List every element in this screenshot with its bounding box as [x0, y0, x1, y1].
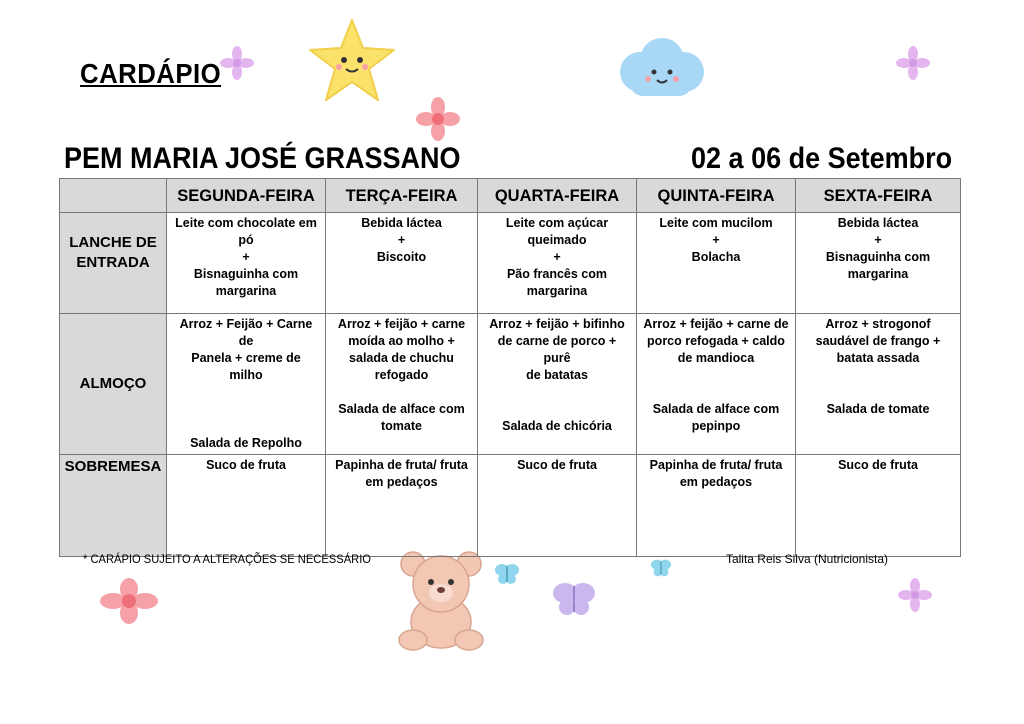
menu-cell — [478, 455, 637, 557]
salad-line: pepinpo — [691, 419, 741, 433]
blue-butterfly-icon — [650, 558, 672, 578]
menu-line: pó — [238, 233, 254, 247]
menu-cell — [167, 213, 326, 314]
menu-line: Bisnaguinha com — [193, 267, 299, 281]
menu-line: margarina — [215, 284, 277, 298]
school-name: PEM MARIA JOSÉ GRASSANO — [64, 142, 461, 175]
menu-line: Panela + creme de milho — [191, 351, 301, 382]
salad-line: Salada de alface com — [338, 402, 465, 416]
menu-cell — [637, 213, 796, 314]
menu-cell — [637, 455, 796, 557]
salad-line: Salada de alface com — [652, 402, 780, 416]
page-title: CARDÁPIO — [80, 58, 222, 89]
row-label-line: LANCHE DE — [69, 234, 157, 251]
menu-line: Bisnaguinha com — [825, 250, 931, 264]
purple-butterfly-icon — [552, 580, 596, 618]
salad-line: Salada de Repolho — [190, 436, 302, 450]
row-label-line: ALMOÇO — [79, 375, 147, 392]
menu-line: Suco de fruta — [838, 458, 918, 472]
menu-line: Bebida láctea — [837, 216, 919, 230]
lunch-row — [60, 314, 961, 455]
menu-line: Papinha de fruta/ fruta — [335, 458, 468, 472]
salad-line: Salada de chicória — [502, 419, 612, 433]
menu-line: Suco de fruta — [206, 458, 286, 472]
menu-line: margarina — [526, 284, 588, 298]
menu-cell — [326, 213, 478, 314]
menu-line: Arroz + feijão + carne — [337, 317, 466, 331]
header-row — [60, 179, 961, 213]
menu-line: de mandioca — [677, 351, 755, 365]
menu-line: saudável de frango + — [815, 334, 941, 348]
menu-period: 02 a 06 de Setembro — [690, 142, 952, 175]
menu-cell — [796, 314, 961, 455]
menu-cell — [796, 455, 961, 557]
salad-line: tomate — [381, 419, 422, 433]
menu-line: batata assada — [836, 351, 920, 365]
menu-line: refogado — [374, 368, 429, 382]
menu-cell — [637, 314, 796, 455]
menu-line: de carne de porco + purê — [497, 334, 617, 365]
menu-line: + — [397, 233, 406, 247]
pink-flower-icon — [100, 578, 158, 624]
menu-line: Bolacha — [691, 250, 741, 264]
row-label-snack — [60, 213, 167, 314]
menu-line: Arroz + feijão + carne de — [643, 317, 789, 331]
menu-line: de batatas — [526, 368, 588, 382]
menu-table — [59, 178, 961, 557]
row-label-line: SOBREMESA — [64, 458, 162, 475]
menu-line: Leite com açúcar — [505, 216, 609, 230]
corner-cell — [60, 179, 167, 213]
day-header: TERÇA-FEIRA — [326, 179, 478, 213]
menu-cell — [326, 314, 478, 455]
menu-line: Bebida láctea — [361, 216, 442, 230]
menu-line: Papinha de fruta/ fruta — [649, 458, 783, 472]
menu-cell — [478, 213, 637, 314]
menu-cell — [478, 314, 637, 455]
smiling-star-icon — [306, 16, 398, 104]
pink-flower-icon — [416, 97, 460, 141]
day-header: SEGUNDA-FEIRA — [167, 179, 326, 213]
nutritionist-signature: Talita Reis Silva (Nutricionista) — [725, 552, 888, 566]
row-label-line: ENTRADA — [76, 254, 150, 271]
menu-line: em pedaços — [365, 475, 438, 489]
menu-cell — [167, 455, 326, 557]
menu-line: em pedaços — [679, 475, 753, 489]
menu-line: Biscoito — [376, 250, 427, 264]
dessert-row — [60, 455, 961, 557]
menu-line: + — [242, 250, 250, 264]
menu-line: queimado — [527, 233, 587, 247]
day-header: QUARTA-FEIRA — [478, 179, 637, 213]
menu-line: + — [553, 250, 561, 264]
day-header: SEXTA-FEIRA — [796, 179, 961, 213]
row-label-dessert — [60, 455, 167, 557]
menu-line: moída ao molho + — [348, 334, 455, 348]
footnote: * CARÁPIO SUJEITO A ALTERAÇÕES SE NECESSÁRIO — [83, 552, 371, 566]
menu-line: Arroz + Feijão + Carne de — [179, 317, 313, 348]
menu-cell — [326, 455, 478, 557]
menu-cell — [167, 314, 326, 455]
menu-line: salada de chuchu — [349, 351, 454, 365]
menu-line: Leite com chocolate em — [175, 216, 317, 230]
menu-line: Leite com mucilom — [659, 216, 773, 230]
lilac-flower-icon — [896, 46, 930, 80]
menu-line: Arroz + feijão + bifinho — [489, 317, 625, 331]
lilac-flower-icon — [898, 578, 932, 612]
teddy-bear-icon — [395, 550, 487, 652]
day-header: QUINTA-FEIRA — [637, 179, 796, 213]
menu-line: + — [712, 233, 720, 247]
menu-cell — [796, 213, 961, 314]
salad-line: Salada de tomate — [826, 402, 930, 416]
menu-line: Pão francês com — [506, 267, 608, 281]
menu-line: Arroz + strogonof — [825, 317, 931, 331]
lilac-flower-icon — [220, 46, 254, 80]
smiling-cloud-icon — [612, 34, 708, 104]
menu-line: porco refogada + caldo — [647, 334, 785, 348]
row-label-lunch — [60, 314, 167, 455]
menu-line: margarina — [847, 267, 909, 281]
menu-line: Suco de fruta — [517, 458, 597, 472]
menu-line: + — [874, 233, 882, 247]
blue-butterfly-icon — [494, 562, 520, 586]
snack-row — [60, 213, 961, 314]
